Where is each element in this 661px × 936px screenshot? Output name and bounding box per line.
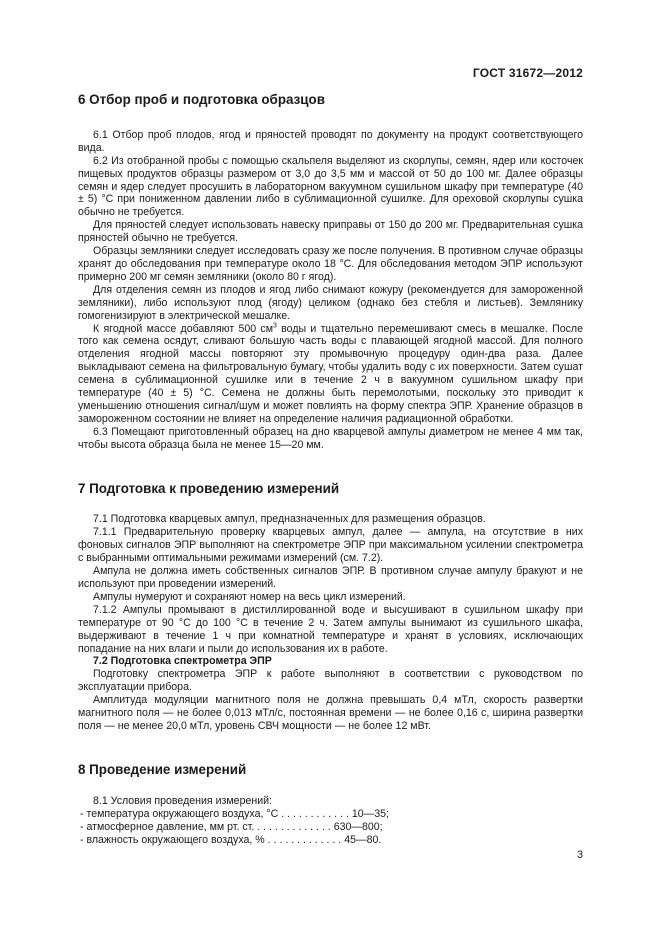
washing-text-start: К ягодной массе добавляют 500 см: [93, 322, 273, 335]
section-7: [78, 480, 583, 733]
washing-text-end: воды и тщательно перемешивают смесь в мешалке. После того как семена осядут, сливают большую часть воды с плавающей ягодной массой. Для полного отделения ягодной массы повторяют эту промывочную процедуру один-два раза. Далее выкладывают семена на фильтровальную бумагу, чтобы удалить воду с их поверхности. Затем сушат семена в сублимационной сушилке или в течение 2 ч в вакуумном сушильном шкафу при температуре (40 ± 5) °С. Семена не должны быть перемолотыми, поскольку это приводит к уменьшению отношения сигнал/шум и может повлиять на форму спектра ЭПР. Хранение образцов в замороженном состоянии не влияет на определение наличия радиационной обработки.: [78, 322, 584, 425]
paragraph-8-1: 8.1 Условия проведения измерений:: [93, 794, 272, 807]
section-6: [78, 94, 583, 452]
paragraph-modulation: Амплитуда модуляции магнитного поля не должна превышать 0,4 мТл, скорость развертки магнитного поля — не более 0,013 мТл/с, постоянная времени — не более 0,16 с, ширина развертки поля — не менее 20,0 мТл, уровень СВЧ мощности — не более 12 мВт.: [78, 694, 583, 732]
paragraph-7-1-2: 7.1.2 Ампулы промывают в дистиллированной воде и высушивают в сушильном шкафу при температуре от 90 °С до 100 °С в течение 2 ч. Затем ампулы вынимают из сушильного шкафа, выдерживают в течение 1 ч при комнатной температуре и хранят в условиях, исключающих попадание на них влаги и пыли до использования их в работе.: [78, 603, 583, 655]
paragraph-ampoule-reject: Ампула не должна иметь собственных сигналов ЭПР. В противном случае ампулу бракуют и не используют при проведении измерений.: [78, 565, 583, 590]
paragraph-6-3: 6.3 Помещают приготовленный образец на дно кварцевой ампулы диаметром не менее 4 мм так, чтобы высота образца была не менее 15—20 мм.: [78, 425, 583, 451]
paragraph-ampoule-numbering: Ампулы нумеруют и сохраняют номер на весь цикл измерений.: [93, 590, 406, 603]
paragraph-6-1: 6.1 Отбор проб плодов, ягод и пряностей проводят по документу на продукт соответствующего вида.: [78, 128, 583, 154]
paragraph-spectrometer-prep: Подготовку спектрометра ЭПР к работе выполняют в соответствии с руководством по эксплуатации прибора.: [78, 668, 583, 694]
document-header: ГОСТ 31672—2012: [472, 66, 583, 80]
paragraph-6-2: 6.2 Из отобранной пробы с помощью скальпеля выделяют из скорлупы, семян, ядер или косточек пищевых продуктов образцы размером от 3,0 до 3,5 мм и массой от 50 до 100 мг. Далее образцы семян и ядер следует просушить в лабораторном вакуумном сушильном шкафу при температуре (40 ± 5) °С при пониженном давлении либо в сублимационной сушилке. Для ореховой скорлупы сушка обычно не требуется.: [78, 154, 583, 219]
conditions-list: [78, 808, 583, 847]
section-8-title: 8 Проведение измерений: [78, 761, 247, 777]
cubic-superscript: 3: [272, 321, 277, 329]
section-8: [78, 761, 583, 847]
paragraph-seed-separation: Для отделения семян из плодов и ягод либо снимают кожуру (рекомендуется для замороженной земляники), либо используют плод (ягоду) целиком (однако без стебля и листьев). Землянику гомогенизируют в электрической мешалке.: [78, 283, 583, 322]
paragraph-spices: Для пряностей следует использовать навеску приправы от 150 до 200 мг. Предварительная сушка пряностей обычно не требуется.: [78, 219, 583, 245]
paragraph-strawberry: Образцы земляники следует исследовать сразу же после получения. В противном случае образцы хранят до обследования при температуре около 18 °С. Для обследования методом ЭПР используют примерно 200 мг семян земляники (около 80 г ягод).: [78, 245, 583, 283]
subsection-7-2-title: 7.2 Подготовка спектрометра ЭПР: [93, 655, 272, 668]
section-6-title: 6 Отбор проб и подготовка образцов: [78, 92, 325, 107]
paragraph-7-1-1: 7.1.1 Предварительную проверку кварцевых ампул, далее — ампула, на отсутствие в них фоновых сигналов ЭПР выполняют на спектрометре ЭПР при максимальном усилении спектрометра с выбранными оптимальными режимами измерений (см. 7.2).: [78, 526, 583, 565]
page-number: 3: [577, 849, 583, 861]
list-item: - влажность окружающего воздуха, % . . . . . . . . . . . . . 45—80.: [80, 833, 382, 846]
list-item: - атмосферное давление, мм рт. ст. . . . . . . . . . . . . . 630—800;: [80, 820, 383, 833]
page-content: [78, 92, 583, 846]
section-7-title: 7 Подготовка к проведению измерений: [78, 480, 340, 496]
list-item: - температура окружающего воздуха, °С . . . . . . . . . . . . 10—35;: [80, 807, 389, 820]
paragraph-washing: [78, 323, 583, 426]
paragraph-7-1: 7.1 Подготовка кварцевых ампул, предназначенных для размещения образцов.: [93, 513, 486, 526]
